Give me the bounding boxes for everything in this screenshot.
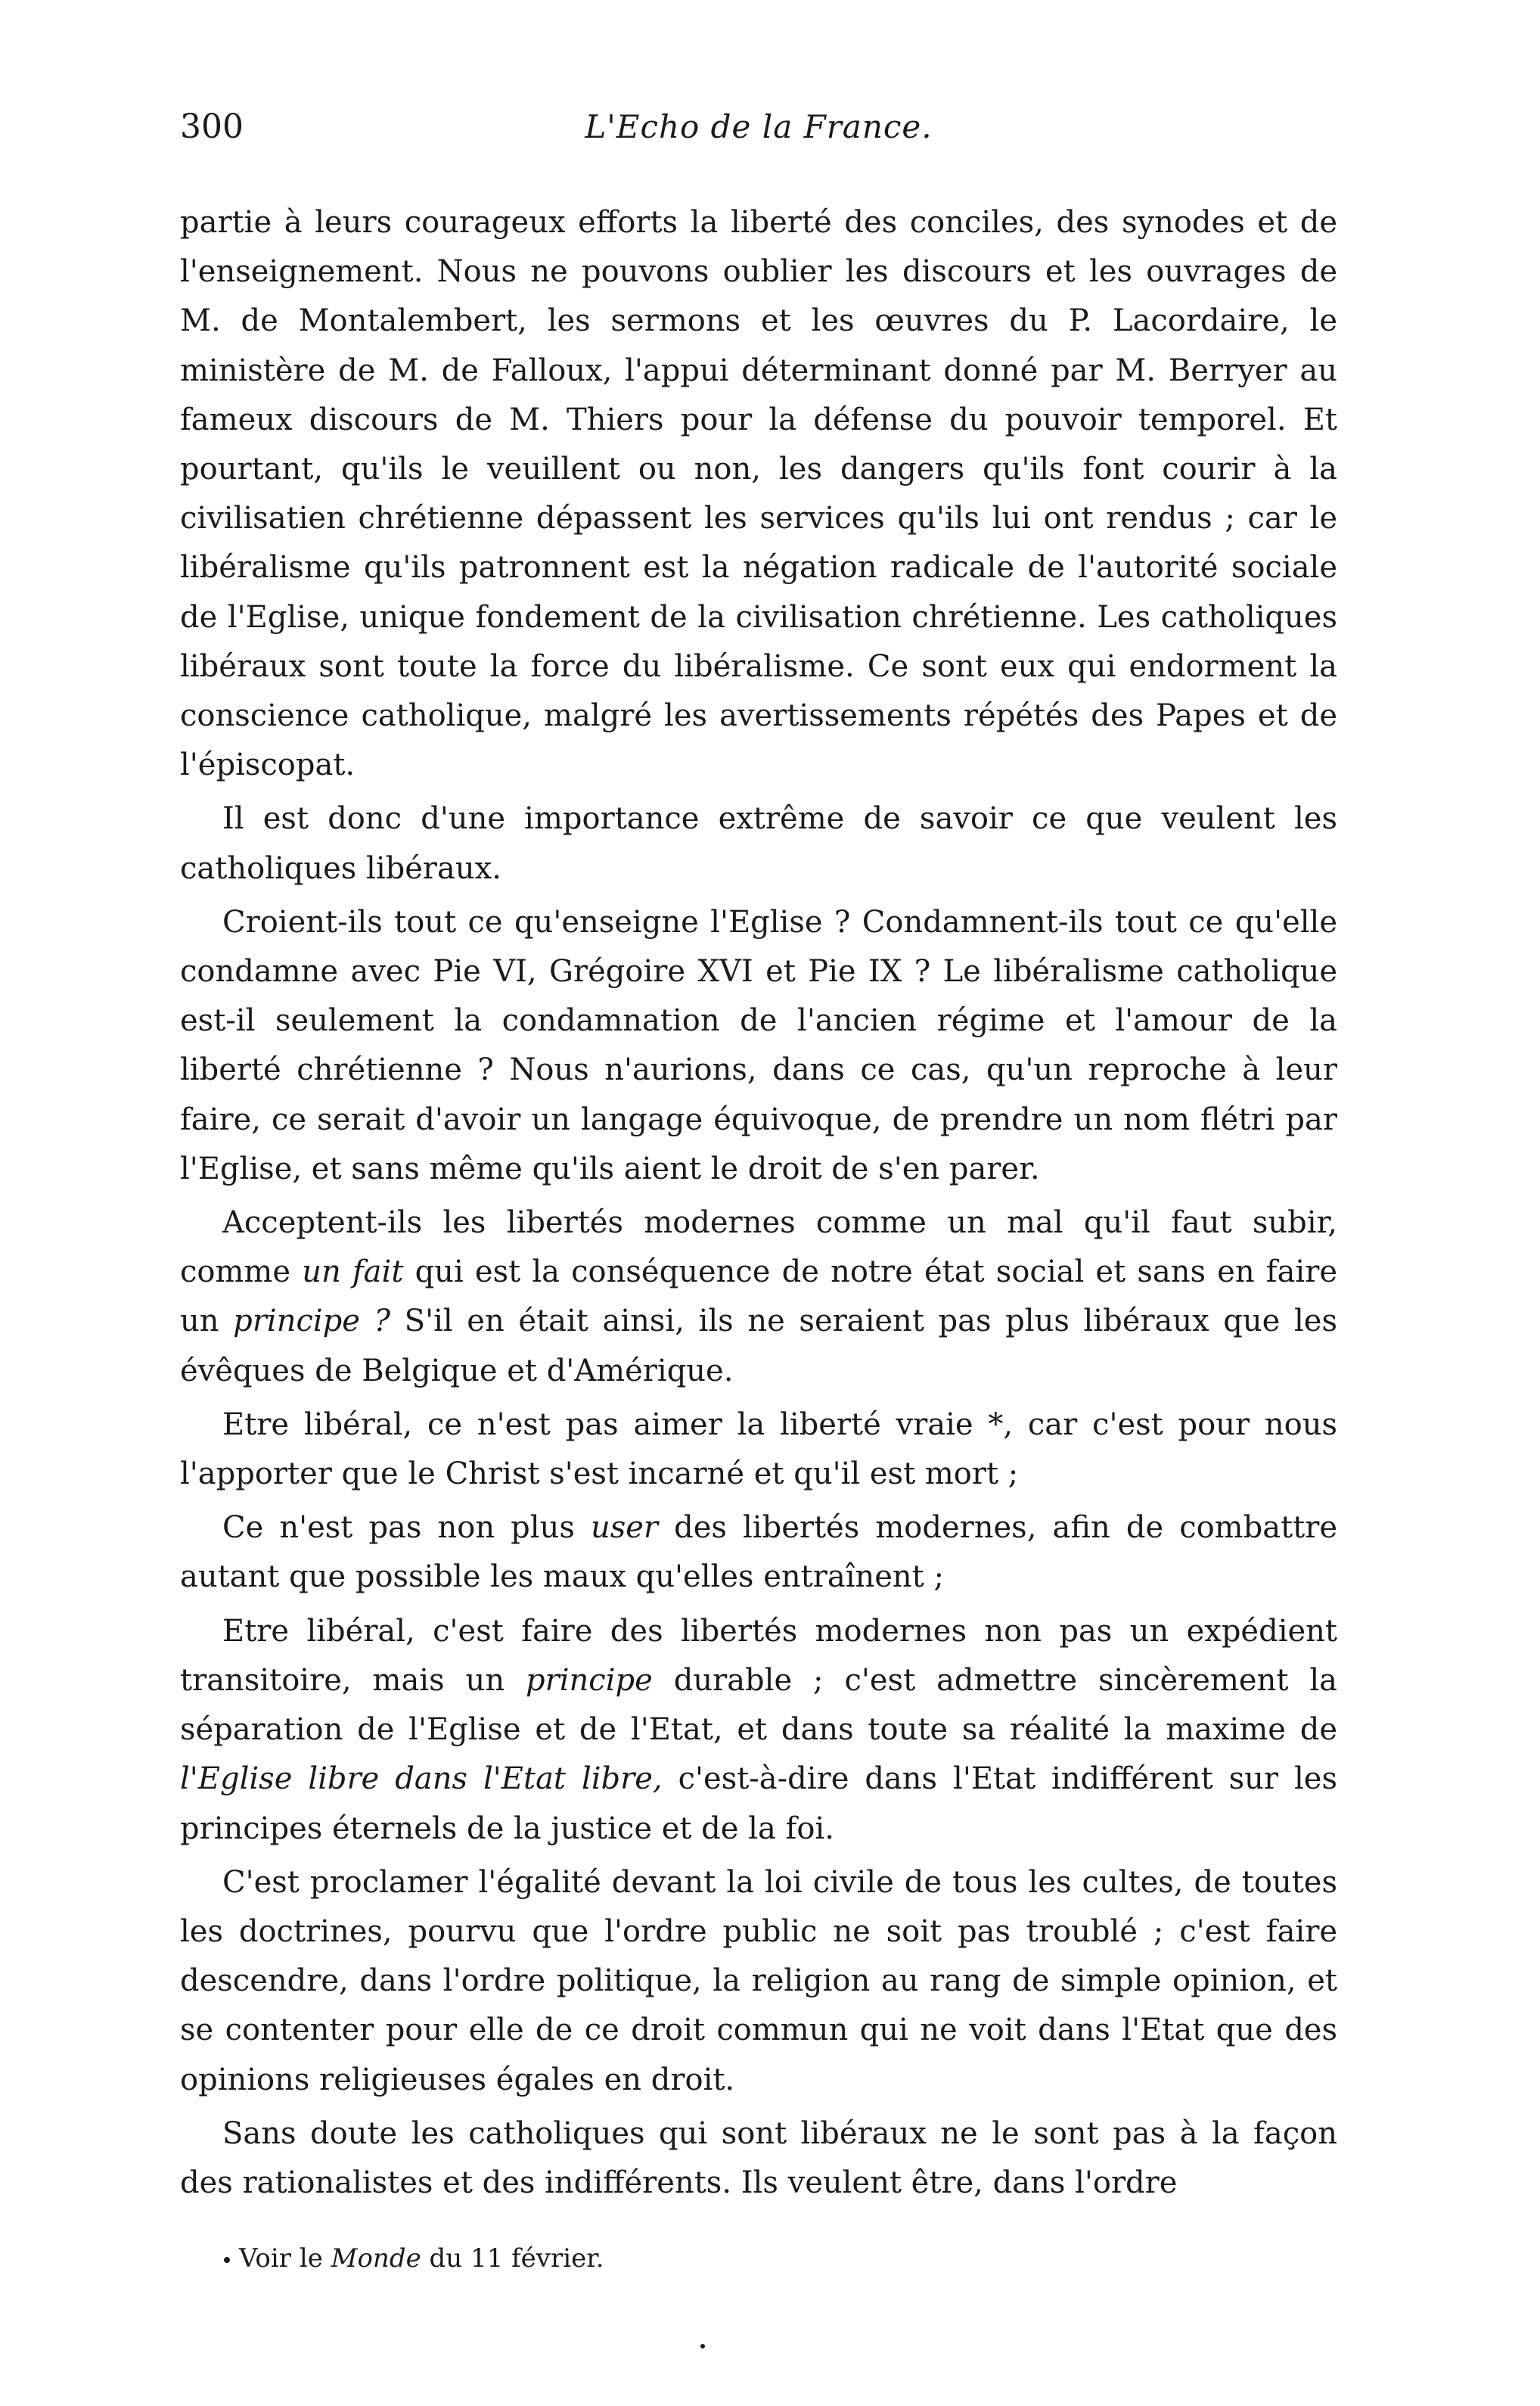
paragraph-text: C'est proclamer l'égalité devant la loi civile de tous les cultes, de toutes les doctrines, pourvu que l'ordre public ne soit pas troublé ; c'est faire descendre, dans l'ordre politique, la religion au rang de simple opinion, et se contenter pour elle de ce droit commun qui ne voit dans l'Etat que des opinions religieuses égales en droit. [180, 1864, 1337, 2097]
paragraph-text: Etre libéral, ce n'est pas aimer la liberté vraie *, car c'est pour nous l'apporter que le Christ s'est incarné et qu'il est mort ; [180, 1407, 1337, 1492]
footnote [224, 2240, 1283, 2277]
paragraph-text: Acceptent-ils les libertés modernes comme un mal qu'il faut subir, comme [180, 1205, 1337, 1290]
page-number: 300 [180, 107, 244, 146]
paragraph-8 [180, 1858, 1337, 2105]
page-header [180, 104, 1337, 150]
emphasis-text: user [590, 1510, 659, 1546]
paragraph-7 [180, 1607, 1337, 1854]
paragraph-text: Etre libéral, c'est faire des libertés modernes non pas un expédient transitoire, mais un [180, 1613, 1337, 1698]
running-title: L'Echo de la France. [585, 108, 933, 145]
emphasis-text: un fait [302, 1254, 404, 1290]
paragraph-text: qui est la conséquence de notre état social et sans en faire un [180, 1254, 1337, 1339]
paragraph-text: Ce n'est pas non plus [222, 1510, 591, 1546]
paragraph-text: c'est-à-dire dans l'Etat indifférent sur les principes éternels de la justice et de la foi. [180, 1761, 1337, 1846]
paragraph-1 [180, 198, 1337, 790]
paragraph-text: durable ; c'est admettre sincèrement la séparation de l'Eglise et de l'Etat, et dans toute sa réalité la maxime de [180, 1662, 1337, 1748]
emphasis-text: l'Eglise libre dans l'Etat libre, [180, 1761, 663, 1797]
body-text [180, 198, 1337, 2212]
paragraph-2 [180, 794, 1337, 893]
paragraph-text: des libertés modernes, afin de combattre autant que possible les maux qu'elles entraînent ; [180, 1510, 1338, 1595]
footnote-source: Monde [331, 2243, 421, 2274]
footnote-text: Voir le [239, 2243, 331, 2274]
paragraph-9 [180, 2109, 1337, 2208]
footnote-bullet-icon [224, 2257, 230, 2263]
paragraph-3 [180, 898, 1337, 1194]
footnote-text: du 11 février. [421, 2243, 604, 2274]
paragraph-4 [180, 1198, 1337, 1396]
print-speck-icon [700, 2344, 705, 2348]
paragraph-text: Sans doute les catholiques qui sont libéraux ne le sont pas à la façon des rationalistes et des indifférents. Ils veulent être, dans l'ordre [180, 2115, 1337, 2200]
paragraph-text: Croient-ils tout ce qu'enseigne l'Eglise ? Condamnent-ils tout ce qu'elle condamne avec Pie VI, Grégoire XVI et Pie IX ? Le libéralisme catholique est-il seulement la condamnation de l'ancien régime et l'amour de la liberté chrétienne ? Nous n'aurions, dans ce cas, qu'un reproche à leur faire, ce serait d'avoir un langage équivoque, de prendre un nom flétri par l'Eglise, et sans même qu'ils aient le droit de s'en parer. [180, 904, 1337, 1186]
paragraph-text: S'il en était ainsi, ils ne seraient pas plus libéraux que les évêques de Belgique et d'Amérique. [180, 1304, 1337, 1388]
emphasis-text: principe ? [233, 1304, 391, 1339]
paragraph-5 [180, 1400, 1337, 1499]
paragraph-text: partie à leurs courageux efforts la liberté des conciles, des synodes et de l'enseignement. Nous ne pouvons oublier les discours et les ouvrages de M. de Montalembert, les sermons et les œuvres du P. Lacordaire, le ministère de M. de Falloux, l'appui déterminant donné par M. Berryer au fameux discours de M. Thiers pour la défense du pouvoir temporel. Et pourtant, qu'ils le veuillent ou non, les dangers qu'ils font courir à la civilisatien chrétienne dépassent les services qu'ils lui ont rendus ; car le libéralisme qu'ils patronnent est la négation radicale de l'autorité sociale de l'Eglise, unique fondement de la civilisation chrétienne. Les catholiques libéraux sont toute la force du libéralisme. Ce sont eux qui endorment la conscience catholique, malgré les avertissements répétés des Papes et de l'épiscopat. [180, 205, 1337, 783]
paragraph-text: Il est donc d'une importance extrême de savoir ce que veulent les catholiques libéraux. [180, 801, 1337, 886]
emphasis-text: principe [526, 1662, 653, 1698]
paragraph-6 [180, 1503, 1337, 1602]
